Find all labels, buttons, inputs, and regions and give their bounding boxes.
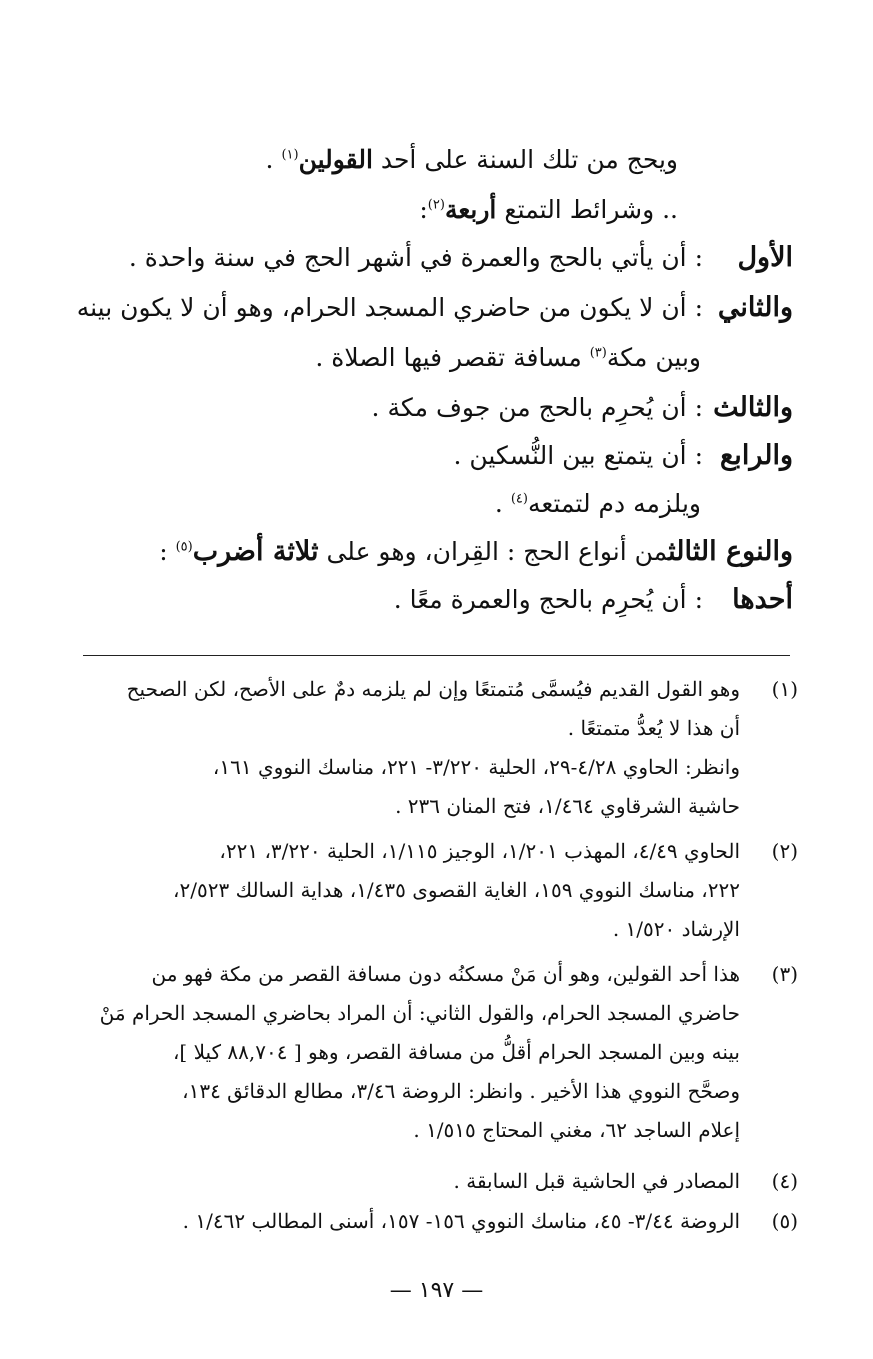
footnote-3: (٣) هذا أحد القولين، وهو أن مَنْ مسكنُه دون مسافة القصر من مكة فهو من حاضري المسجد الحرام، والقول الثاني: أن المراد بحاضري المسجد الحرام مَنْ بينه وبين المسجد الحرام أقلُّ من مسافة القصر، وهو [ ٨٨,٧٠٤ كيلا ]، وصحَّح النووي هذا الأخير . وانظر: الروضة ٣/٤٦، مطالع الدقائق ١٣٤، إعلام الساجد ٦٢، مغني المحتاج ١/٥١٥ . — [78, 955, 798, 1150]
condition-label: والثاني — [717, 292, 793, 323]
footnote-number: (٥) — [771, 1209, 798, 1233]
footnote-1: (١) وهو القول القديم فيُسمَّى مُتمتعًا وإن لم يلزمه دمٌ على الأصح، لكن الصحيح أن هذا لا يُعدُّ متمتعًا . وانظر: الحاوي ٤/٢٨-٢٩، الحلية ٣/٢٢٠- ٢٢١، مناسك النووي ١٦١، حاشية الشرقاوي ١/٤٦٤، فتح المنان ٢٣٦ . — [78, 670, 798, 826]
body-line-7: ويلزمه دم لتمتعه$^{(٤)}$ . — [494, 489, 701, 518]
condition-second: والثاني: أن لا يكون من حاضري المسجد الحرام، وهو أن لا يكون بينه — [70, 288, 793, 328]
footnote-separator — [83, 655, 790, 656]
condition-label: الأول — [737, 242, 793, 273]
type-label: أحدها — [732, 584, 793, 615]
footnote-4: (٤) المصادر في الحاشية قبل السابقة . — [78, 1162, 798, 1201]
condition-third: والثالث: أن يُحرِم بالحج من جوف مكة . — [70, 388, 793, 428]
condition-second-continued: وبين مكة$^{(٣)}$ مسافة تقصر فيها الصلاة . — [315, 343, 701, 372]
condition-label: والرابع — [719, 440, 793, 471]
condition-first: الأول: أن يأتي بالحج والعمرة في أشهر الحج في سنة واحدة . — [70, 238, 793, 278]
footnote-5: (٥) الروضة ٣/٤٤- ٤٥، مناسك النووي ١٥٦- ١٥٧، أسنى المطالب ١/٤٦٢ . — [78, 1202, 798, 1241]
footnote-number: (١) — [771, 677, 798, 701]
type-first: أحدها: أن يُحرِم بالحج والعمرة معًا . — [70, 580, 793, 620]
footnote-number: (٤) — [771, 1169, 798, 1193]
body-line-8: والنوع الثالثمن أنواع الحج : القِران، وهو على ثلاثة أضرب$^{(٥)}$ : — [159, 536, 793, 567]
body-line-2: .. وشرائط التمتع أربعة$^{(٢)}$: — [419, 195, 678, 224]
footnote-2: (٢) الحاوي ٤/٤٩، المهذب ١/٢٠١، الوجيز ١/١١٥، الحلية ٣/٢٢٠، ٢٢١، ٢٢٢، مناسك النووي ١٥٩، الغاية القصوى ١/٤٣٥، هداية السالك ٢/٥٢٣، الإرشاد ١/٥٢٠ . — [78, 832, 798, 949]
footnote-number: (٣) — [771, 962, 798, 986]
page-number: — ١٩٧ — — [389, 1278, 484, 1303]
condition-fourth: والرابع: أن يتمتع بين النُّسكين . — [70, 436, 793, 476]
condition-label: والثالث — [713, 392, 793, 423]
body-line-1: ويحج من تلك السنة على أحد القولين$^{(١)}$ . — [265, 145, 678, 174]
footnote-number: (٢) — [771, 839, 798, 863]
